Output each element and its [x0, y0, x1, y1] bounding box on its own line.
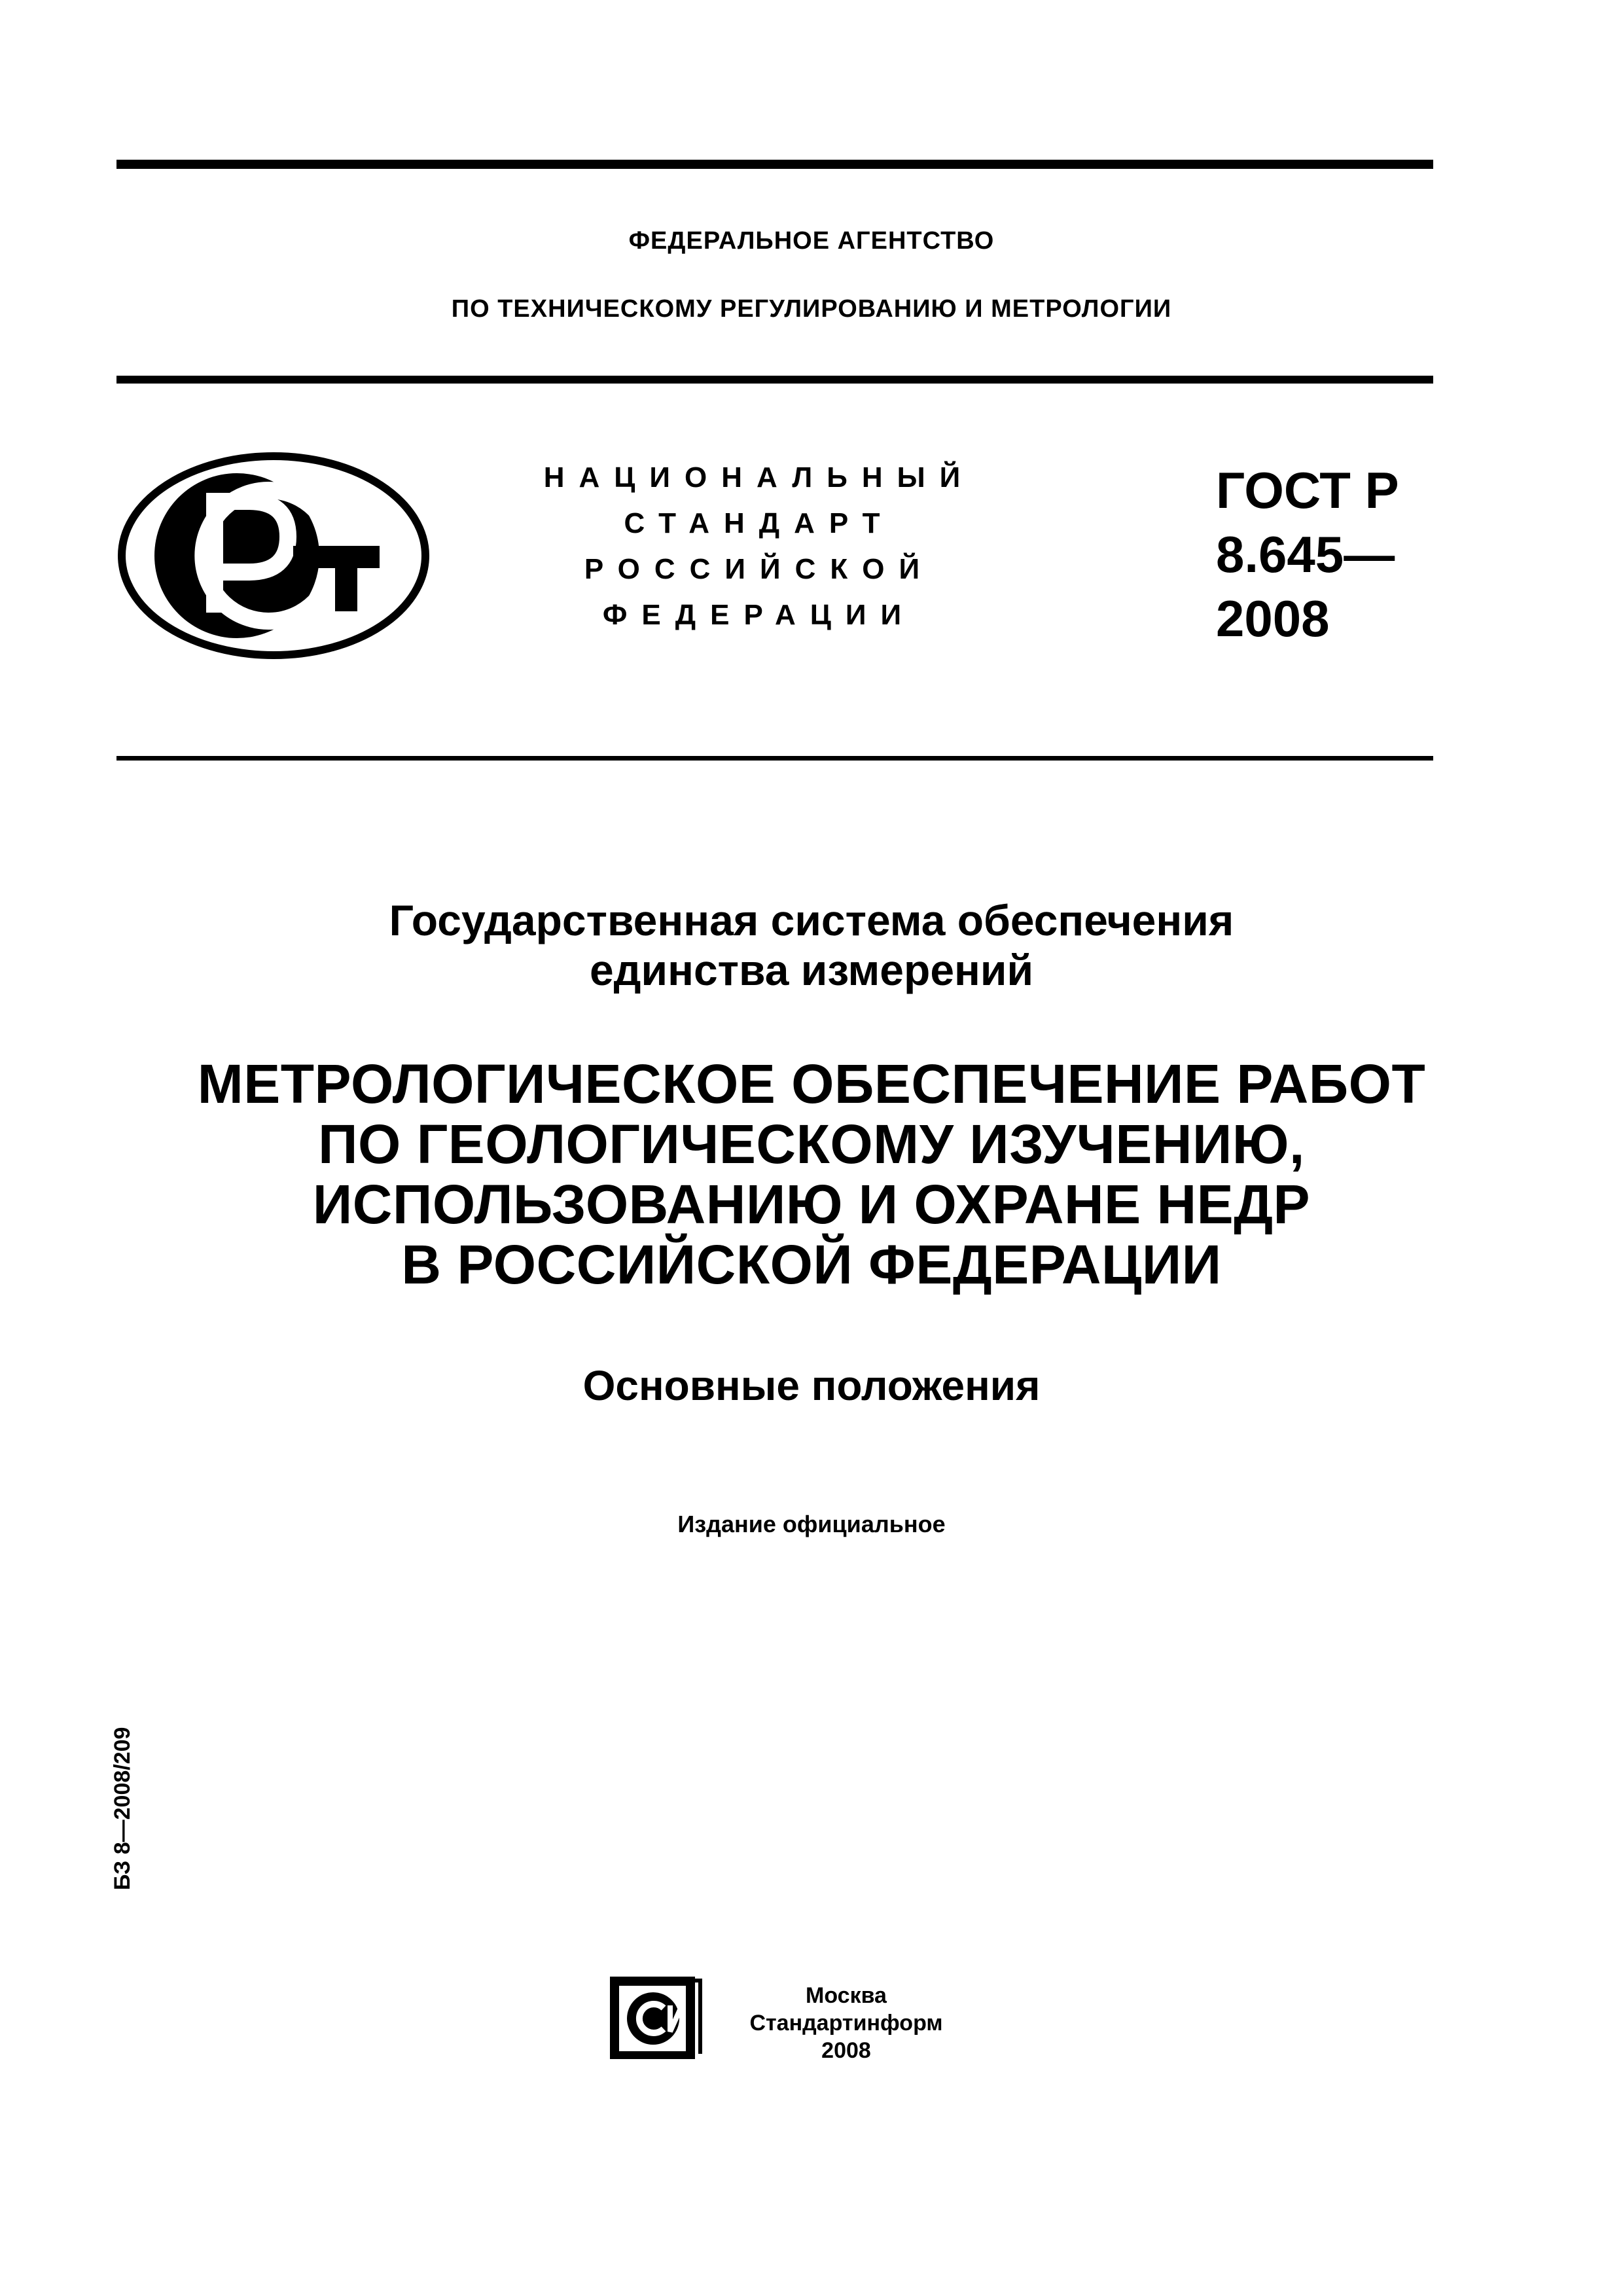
publisher-block	[725, 1982, 967, 2064]
series-subtitle-line-1: Государственная система обеспечения	[389, 896, 1234, 944]
designation-line-3: 2008	[1216, 590, 1330, 647]
title-line-4: В РОССИЙСКОЙ ФЕДЕРАЦИИ	[401, 1234, 1222, 1295]
series-subtitle-line-2: единства измерений	[589, 946, 1034, 994]
designation-line-1: ГОСТ Р	[1216, 461, 1399, 519]
title-line-1: МЕТРОЛОГИЧЕСКОЕ ОБЕСПЕЧЕНИЕ РАБОТ	[197, 1053, 1426, 1115]
edition-label: Издание официальное	[677, 1511, 946, 1537]
top-rule	[116, 160, 1433, 169]
national-standard-line-2: СТАНДАРТ	[624, 507, 895, 539]
document-title	[0, 1054, 1623, 1295]
title-line-2: ПО ГЕОЛОГИЧЕСКОМУ ИЗУЧЕНИЮ,	[318, 1113, 1305, 1175]
part-title: Основные положения	[582, 1362, 1041, 1409]
publisher-year: 2008	[821, 2038, 871, 2063]
designation-rule	[116, 756, 1433, 761]
agency-line-1: ФЕДЕРАЛЬНОЕ АГЕНТСТВО	[628, 227, 995, 255]
national-standard-line-1: НАЦИОНАЛЬНЫЙ	[543, 461, 975, 493]
title-line-3: ИСПОЛЬЗОВАНИЮ И ОХРАНЕ НЕДР	[312, 1174, 1311, 1235]
series-subtitle	[0, 895, 1623, 995]
designation-line-2: 8.645—	[1216, 526, 1395, 583]
agency-line-2: ПО ТЕХНИЧЕСКОМУ РЕГУЛИРОВАНИЮ И МЕТРОЛОГИИ	[451, 295, 1172, 323]
side-note: БЗ 8—2008/209	[110, 1727, 135, 1890]
header-rule	[116, 376, 1433, 384]
standartinform-logo-icon	[607, 1974, 704, 2062]
national-standard-line-4: ФЕДЕРАЦИИ	[602, 599, 916, 631]
national-standard-label	[510, 455, 1008, 638]
gost-r-logo-icon	[116, 450, 431, 661]
publisher-name: Стандартинформ	[749, 2011, 943, 2036]
standard-designation	[1216, 458, 1399, 651]
publisher-city: Москва	[806, 1983, 887, 2008]
national-standard-line-3: РОССИЙСКОЙ	[584, 553, 935, 585]
